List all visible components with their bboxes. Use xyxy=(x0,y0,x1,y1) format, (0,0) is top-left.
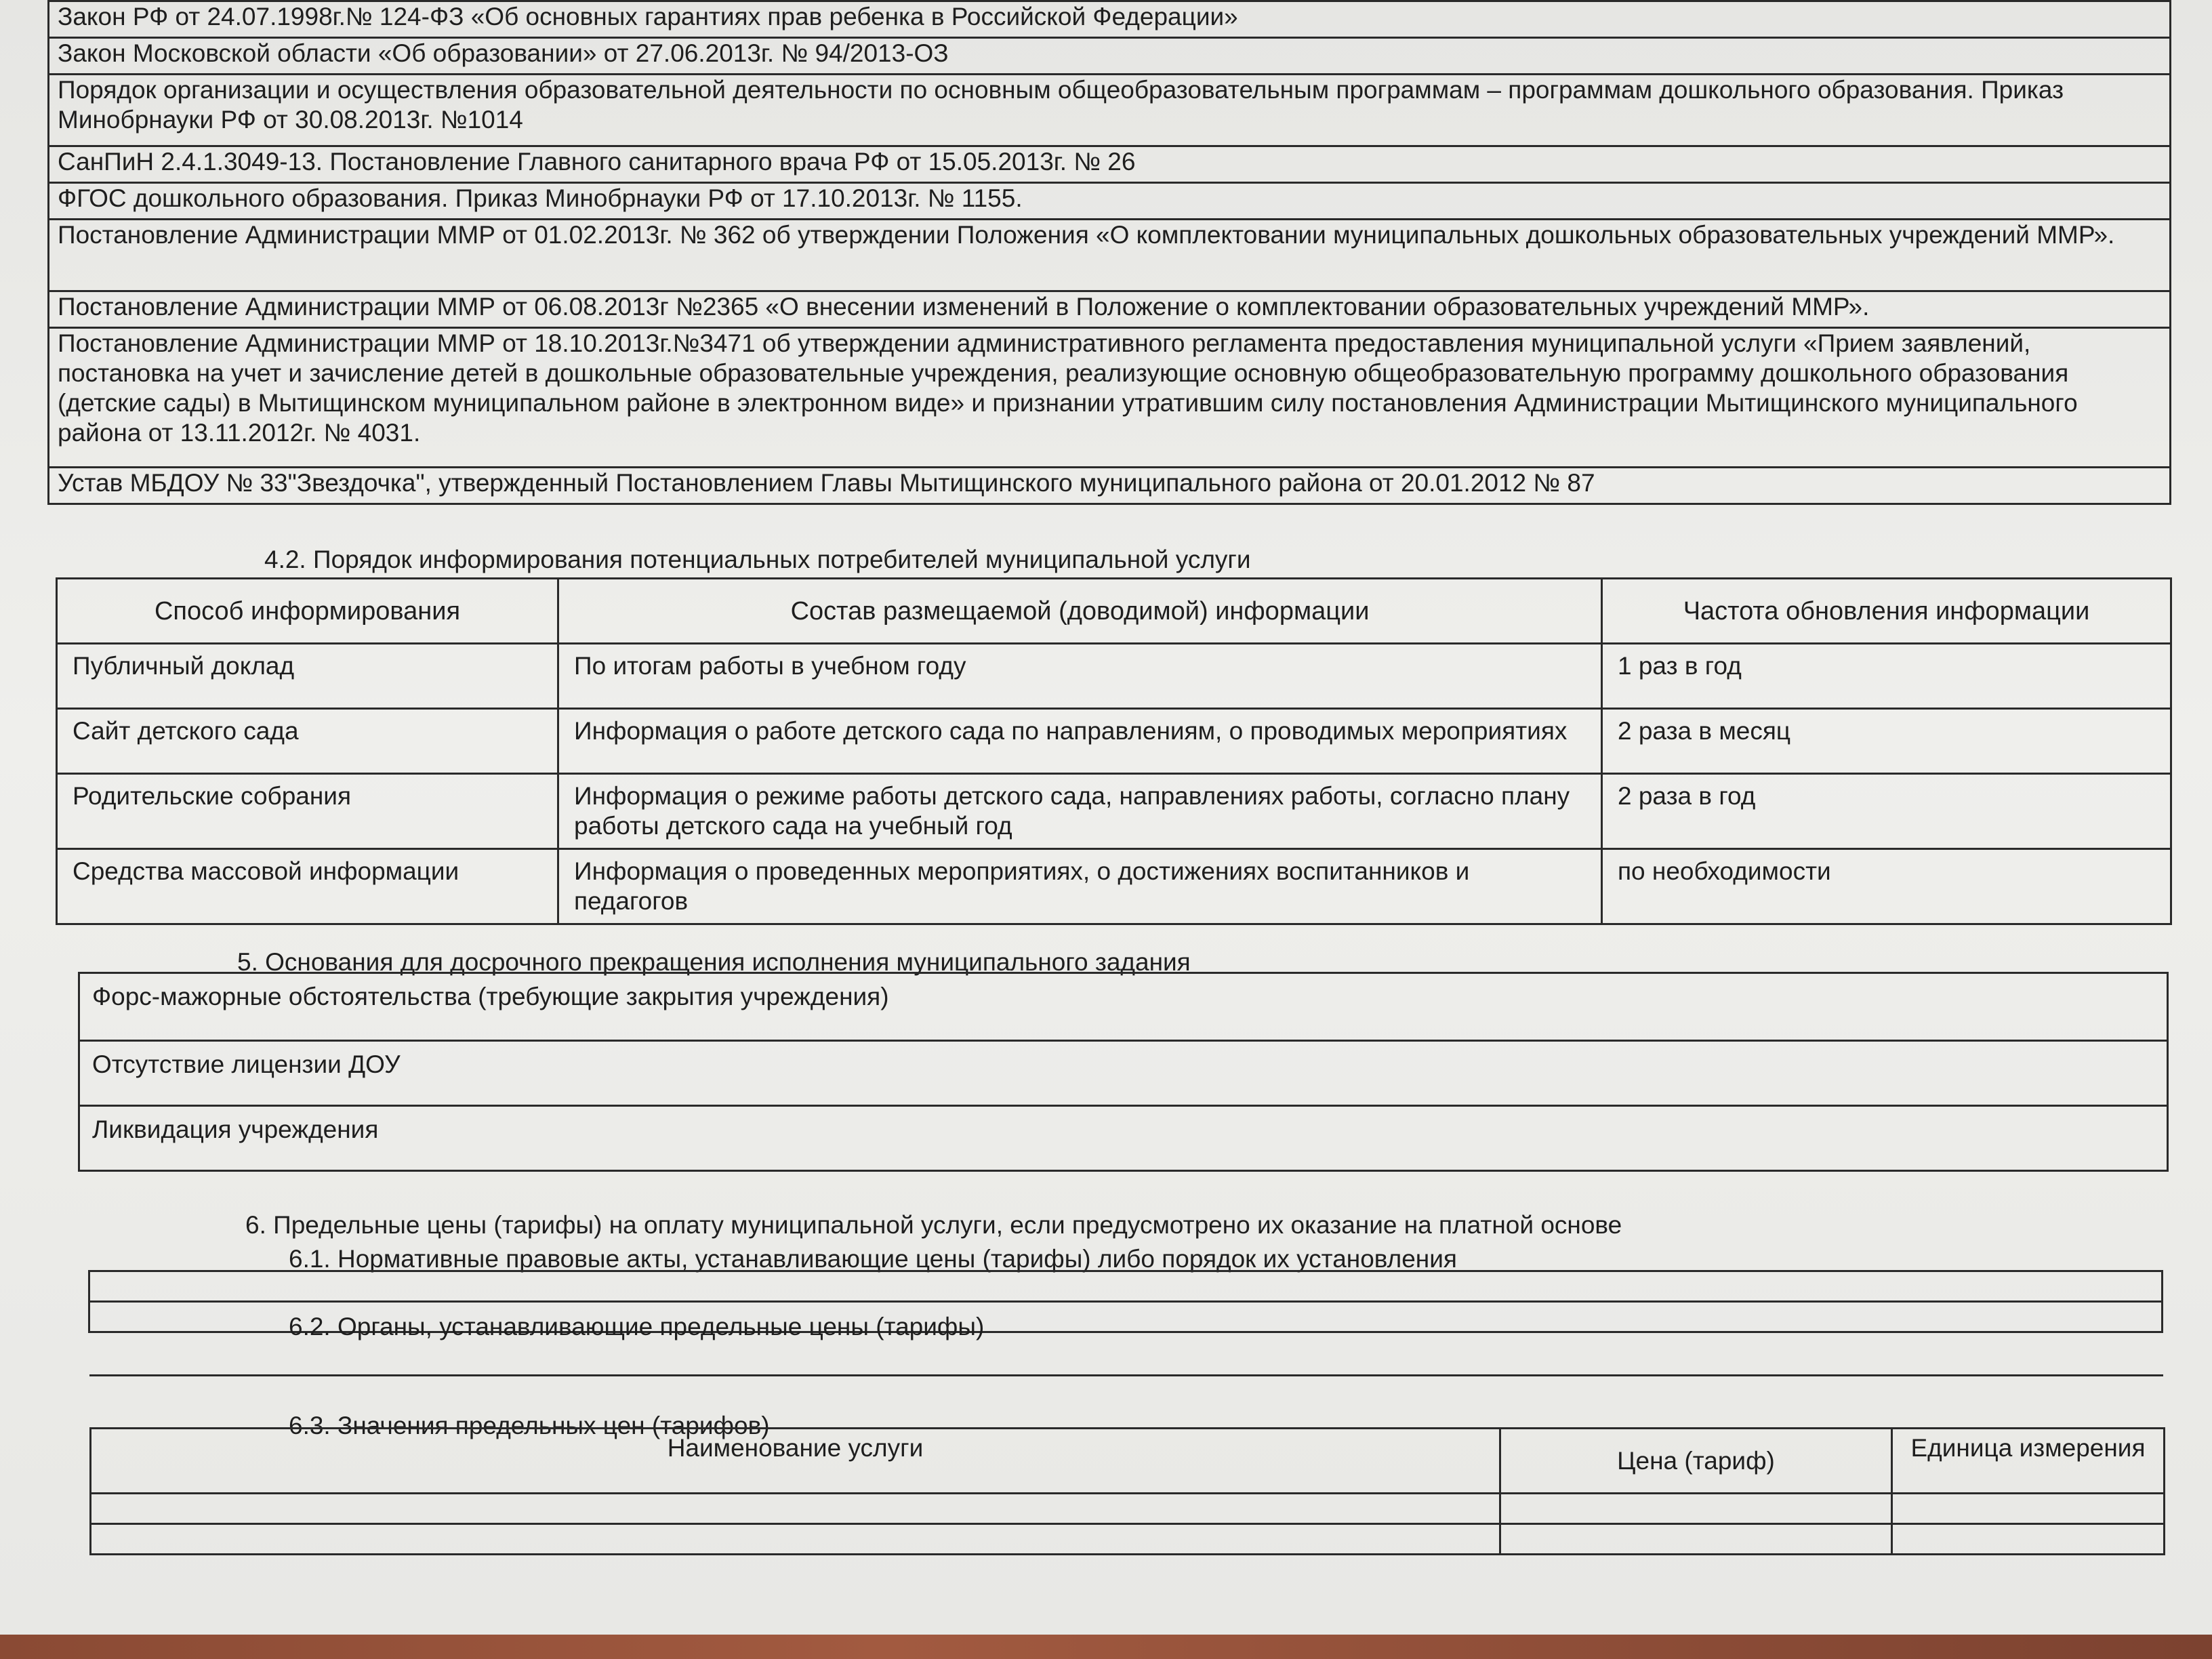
section-6-3-title: 6.3. Значения предельных цен (тарифов) xyxy=(289,1412,770,1439)
empty-cell xyxy=(1892,1494,2165,1524)
ground-row: Отсутствие лицензии ДОУ xyxy=(79,1041,2168,1106)
empty-cell xyxy=(1892,1524,2165,1555)
frequency-cell: 1 раз в год xyxy=(1602,644,2171,709)
legal-act-row: Постановление Администрации ММР от 06.08.2013г №2365 «О внесении изменений в Положение о комплектовании образовательных учреждений ММР». xyxy=(49,291,2171,328)
empty-cell xyxy=(89,1271,2163,1302)
section-6-2-title: 6.2. Органы, устанавливающие предельные цены (тарифы) xyxy=(289,1313,985,1340)
section-6-title: 6. Предельные цены (тарифы) на оплату муниципальной услуги, если предусмотрено их оказание на платной основе xyxy=(245,1211,1622,1239)
frequency-cell: по необходимости xyxy=(1602,849,2171,924)
legal-act-row: СанПиН 2.4.1.3049-13. Постановление Главного санитарного врача РФ от 15.05.2013г. № 26 xyxy=(49,146,2171,183)
legal-act-row: Постановление Администрации ММР от 18.10.2013г.№3471 об утверждении административного регламента предоставления муниципальной услуги «Прием заявлений, постановка на учет и зачисление детей в дошкольные образовательные учреждения, реализующие основную общеобразовательную программу дошкольного образования (детские сады) в Мытищинском муниципальном районе в электронном виде» и признании утратившим силу постановления Администрации Мытищинского муниципального района от 13.11.2012г. № 4031. xyxy=(49,328,2171,468)
ground-row: Ликвидация учреждения xyxy=(79,1106,2168,1171)
column-header: Частота обновления информации xyxy=(1602,579,2171,644)
column-header: Состав размещаемой (доводимой) информации xyxy=(558,579,1602,644)
column-header: Цена (тариф) xyxy=(1500,1429,1892,1494)
content-cell: Информация о режиме работы детского сада, направлениях работы, согласно плану работы детского сада на учебный год xyxy=(558,774,1602,849)
informing-table xyxy=(56,577,2170,915)
section-4-2-title: 4.2. Порядок информирования потенциальных потребителей муниципальной услуги xyxy=(264,546,1251,573)
column-header: Способ информирования xyxy=(57,579,558,644)
method-cell: Средства массовой информации xyxy=(57,849,558,924)
content-cell: Информация о проведенных мероприятиях, о достижениях воспитанников и педагогов xyxy=(558,849,1602,924)
empty-cell xyxy=(1500,1524,1892,1555)
table-row xyxy=(57,849,2171,924)
divider-line xyxy=(89,1374,2163,1376)
legal-act-row: Постановление Администрации ММР от 01.02.2013г. № 362 об утверждении Положения «О комплектовании муниципальных дошкольных образовательных учреждений ММР». xyxy=(49,220,2171,291)
method-cell: Публичный доклад xyxy=(57,644,558,709)
table-row xyxy=(57,709,2171,774)
method-cell: Родительские собрания xyxy=(57,774,558,849)
frequency-cell: 2 раза в год xyxy=(1602,774,2171,849)
method-cell: Сайт детского сада xyxy=(57,709,558,774)
empty-cell xyxy=(91,1494,1500,1524)
legal-act-row: Закон Московской области «Об образовании» от 27.06.2013г. № 94/2013-ОЗ xyxy=(49,38,2171,75)
table-row xyxy=(57,644,2171,709)
empty-cell xyxy=(1500,1494,1892,1524)
ground-row: Форс-мажорные обстоятельства (требующие закрытия учреждения) xyxy=(79,973,2168,1041)
column-header: Наименование услуги xyxy=(91,1429,1500,1494)
content-cell: По итогам работы в учебном году xyxy=(558,644,1602,709)
termination-grounds-table xyxy=(78,972,2169,1170)
legal-act-row: ФГОС дошкольного образования. Приказ Минобрнауки РФ от 17.10.2013г. № 1155. xyxy=(49,183,2171,220)
table-surface xyxy=(0,1635,2212,1659)
content-cell: Информация о работе детского сада по направлениям, о проводимых мероприятиях xyxy=(558,709,1602,774)
section-6-1-title: 6.1. Нормативные правовые акты, устанавливающие цены (тарифы) либо порядок их установления xyxy=(289,1245,1457,1273)
legal-act-row: Закон РФ от 24.07.1998г.№ 124-ФЗ «Об основных гарантиях прав ребенка в Российской Федерации» xyxy=(49,1,2171,38)
column-header: Единица измерения xyxy=(1892,1429,2165,1494)
legal-act-row: Устав МБДОУ № 33"Звездочка", утвержденный Постановлением Главы Мытищинского муниципального района от 20.01.2012 № 87 xyxy=(49,467,2171,504)
price-values-table xyxy=(89,1427,2163,1547)
legal-acts-table xyxy=(47,0,2171,505)
section-5-title: 5. Основания для досрочного прекращения исполнения муниципального задания xyxy=(237,948,1191,976)
table-row xyxy=(57,774,2171,849)
frequency-cell: 2 раза в месяц xyxy=(1602,709,2171,774)
empty-cell xyxy=(91,1524,1500,1555)
legal-act-row: Порядок организации и осуществления образовательной деятельности по основным общеобразовательным программам – программам дошкольного образования. Приказ Минобрнауки РФ от 30.08.2013г. №1014 xyxy=(49,75,2171,146)
